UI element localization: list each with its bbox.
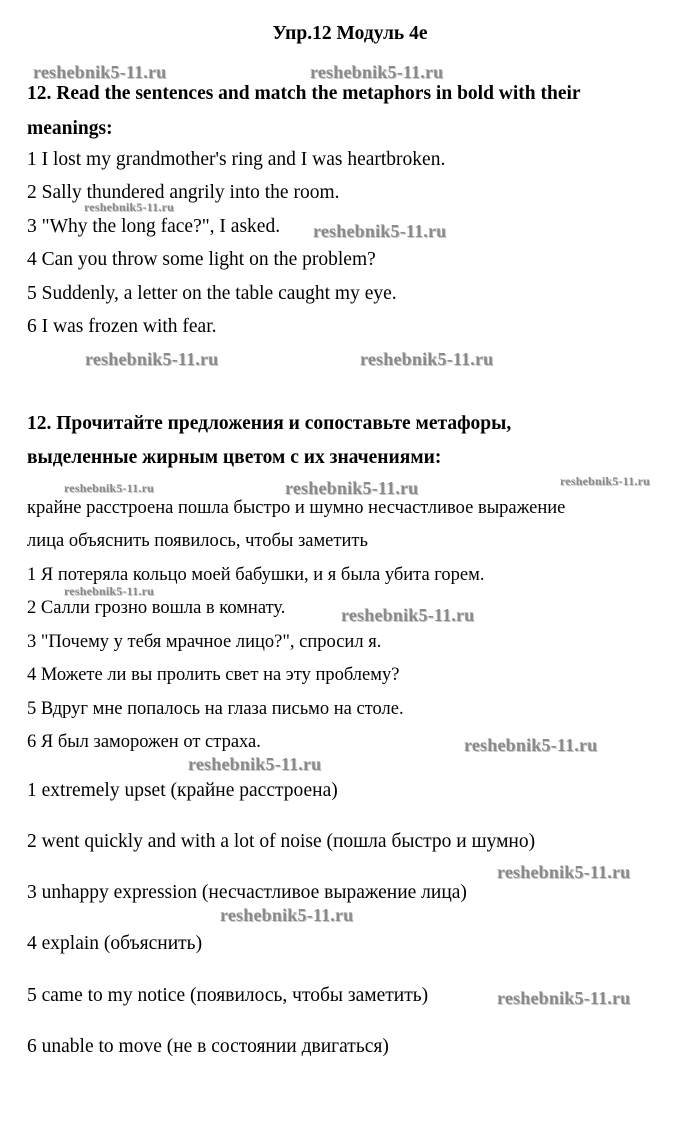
answer-1: 1 extremely upset (крайне расстроена) bbox=[27, 780, 338, 801]
answer-4: 4 explain (объяснить) bbox=[27, 933, 203, 954]
russian-sentence-6: 6 Я был заморожен от страха. bbox=[27, 732, 261, 752]
watermark: reshebnik5-11.ru bbox=[33, 62, 167, 82]
russian-sentence-3: 3 "Почему у тебя мрачное лицо?", спросил я. bbox=[27, 632, 382, 652]
english-sentence-1: 1 I lost my grandmother's ring and I was heartbroken. bbox=[27, 149, 446, 170]
watermark: reshebnik5-11.ru bbox=[560, 474, 650, 488]
watermark: reshebnik5-11.ru bbox=[310, 62, 444, 82]
english-sentence-6: 6 I was frozen with fear. bbox=[27, 316, 217, 337]
answer-2: 2 went quickly and with a lot of noise (пошла быстро и шумно) bbox=[27, 831, 536, 852]
russian-sentence-4: 4 Можете ли вы пролить свет на эту проблему? bbox=[27, 665, 400, 685]
watermark: reshebnik5-11.ru bbox=[64, 584, 154, 598]
english-sentence-4: 4 Can you throw some light on the problem? bbox=[27, 249, 376, 270]
english-heading-line1: 12. Read the sentences and match the metaphors in bold with their bbox=[27, 83, 581, 104]
english-sentence-3: 3 "Why the long face?", I asked. bbox=[27, 216, 281, 237]
russian-sentence-1: 1 Я потеряла кольцо моей бабушки, и я была убита горем. bbox=[27, 565, 485, 585]
page-title: Упр.12 Модуль 4е bbox=[272, 23, 428, 44]
answer-6: 6 unable to move (не в состоянии двигаться) bbox=[27, 1036, 389, 1057]
russian-heading-line1: 12. Прочитайте предложения и сопоставьте метафоры, bbox=[27, 413, 512, 434]
watermark: reshebnik5-11.ru bbox=[497, 988, 631, 1008]
watermark: reshebnik5-11.ru bbox=[360, 349, 494, 369]
watermark: reshebnik5-11.ru bbox=[313, 221, 447, 241]
russian-sentence-5: 5 Вдруг мне попалось на глаза письмо на столе. bbox=[27, 699, 404, 719]
answer-5: 5 came to my notice (появилось, чтобы заметить) bbox=[27, 985, 429, 1006]
watermark: reshebnik5-11.ru bbox=[497, 862, 631, 882]
watermark: reshebnik5-11.ru bbox=[84, 200, 174, 214]
answer-3: 3 unhappy expression (несчастливое выражение лица) bbox=[27, 882, 467, 903]
watermark: reshebnik5-11.ru bbox=[64, 481, 154, 495]
english-sentence-5: 5 Suddenly, a letter on the table caught my eye. bbox=[27, 283, 397, 304]
english-heading-line2: meanings: bbox=[27, 118, 113, 139]
watermark: reshebnik5-11.ru bbox=[220, 905, 354, 925]
watermark: reshebnik5-11.ru bbox=[85, 349, 219, 369]
russian-heading-line2: выделенные жирным цветом с их значениями: bbox=[27, 447, 442, 468]
russian-options-line2: лица объяснить появилось, чтобы заметить bbox=[27, 531, 368, 551]
english-sentence-2: 2 Sally thundered angrily into the room. bbox=[27, 182, 340, 203]
watermark: reshebnik5-11.ru bbox=[464, 735, 598, 755]
watermark: reshebnik5-11.ru bbox=[285, 478, 419, 498]
russian-sentence-2: 2 Салли грозно вошла в комнату. bbox=[27, 598, 286, 618]
russian-options-line1: крайне расстроена пошла быстро и шумно несчастливое выражение bbox=[27, 498, 566, 518]
watermark: reshebnik5-11.ru bbox=[188, 754, 322, 774]
watermark: reshebnik5-11.ru bbox=[341, 605, 475, 625]
